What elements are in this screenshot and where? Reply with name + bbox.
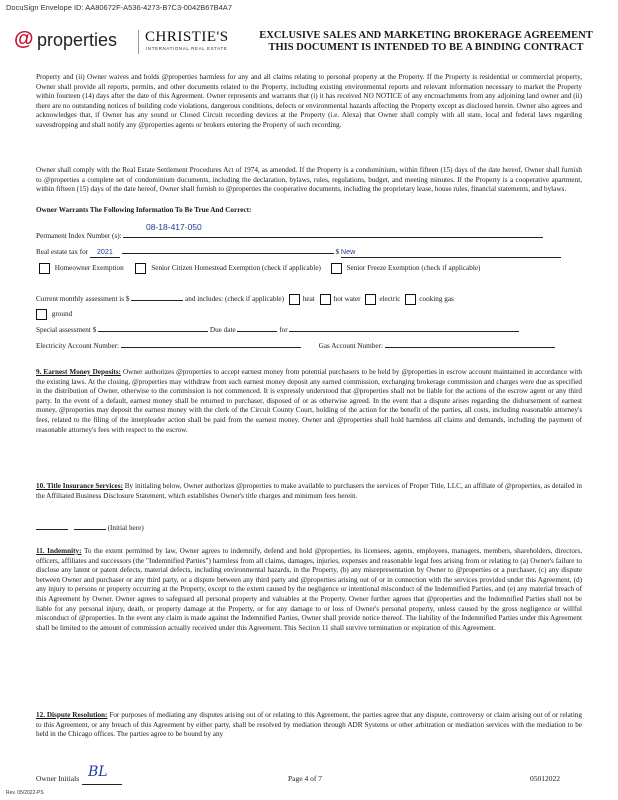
footer-date: 05012022 <box>530 774 560 783</box>
due-date-label: Due date <box>209 326 236 334</box>
heat-checkbox[interactable] <box>289 294 300 305</box>
assessment-includes: and includes: (check if applicable) <box>185 295 285 304</box>
assessment-amount-field[interactable] <box>131 300 183 301</box>
section-dispute-resolution <box>36 711 582 740</box>
revision-code: Rev. 05/2022-PS <box>6 790 44 796</box>
page-number: Page 4 of 7 <box>288 774 322 783</box>
christies-subtitle: INTERNATIONAL REAL ESTATE <box>146 46 228 51</box>
ground-label: ground <box>51 310 73 319</box>
section-9-text: Owner authorizes @properties to accept earnest money from potential purchasers to be held by @properties in escrow account maintained in accordance with the existing laws. At the closing, @properties may withdraw from such earnest money deposit any earned commission, exchanging brokerage commission and charges were due as specified in the distribution of Owner, otherwise to the commission is not commenced. It is expressly understood that @properties shall not be liable for the actions of the escrow agent or any third party. In the event of a default, earnest money shall be returned to purchaser, disposed of or as otherwise agreed. In the event that a dispute arises regarding the disbursement of earnest money, @properties may deposit the earnest money with the clerk of the Circuit County Court, holding of the action for the benefit of the parties, all costs, including reasonable attorney's fees, related to the filing of the interpleader action shall be paid from the earnest money. Owner and @properties shall hold harmless all claims and demands, including the payment of reasonable attorney's fees with respect to the escrow. <box>36 368 582 434</box>
electric-checkbox[interactable] <box>365 294 376 305</box>
paragraph-respa: Owner shall comply with the Real Estate Settlement Procedures Act of 1974, as amended. If the Property is a condominium, within fifteen (15) days of the date hereof, Owner shall furnish to @properties a complete set of condominium documents, including the declaration, bylaws, rules, regulations, budget, and meeting minutes. If the Property is a cooperative apartment, within fifteen (15) days of the date hereof, Owner shall furnish to @properties the cooperative documents, including the proprietary lease, house rules, financial statements, and bylaws. <box>36 166 582 194</box>
section-earnest-money <box>36 368 582 435</box>
special-assessment-field[interactable] <box>98 331 208 332</box>
hot-water-label: hot water <box>333 295 361 304</box>
special-assessment-label: Special assessment $ <box>36 326 97 334</box>
section-12-text: For purposes of mediating any disputes arising out of or relating to this Agreement, the parties agree that any dispute, controversy or claim arising out of or relating to this Agreement, or any breach of this Agreement by either party, shall be resolved by mediation through ADR Systems or other arbitration or mediation services with the mediation to be held in the Chicago offices. The parties agree to be bound by any <box>36 711 583 739</box>
section-indemnity <box>36 547 582 633</box>
senior-freeze-checkbox[interactable] <box>331 263 342 274</box>
gas-account-label: Gas Account Number: <box>318 342 383 350</box>
utility-accounts-row <box>36 342 582 352</box>
assessment-label: Current monthly assessment is $ <box>36 295 130 304</box>
pin-field[interactable] <box>123 237 543 238</box>
docusign-envelope-id: DocuSign Envelope ID: AA80672F-A536-4273-B7C3-0042B67B4A7 <box>6 3 232 12</box>
gas-account-field[interactable] <box>385 347 555 348</box>
per-label: for <box>279 326 288 334</box>
section-title-insurance <box>36 482 582 501</box>
section-10-initial-1[interactable] <box>36 529 68 530</box>
electric-label: electric <box>379 295 401 304</box>
document-header <box>14 26 604 60</box>
electricity-account-label: Electricity Account Number: <box>36 342 120 350</box>
taxes-year-field[interactable]: 2021 <box>90 247 120 258</box>
taxes-row <box>36 247 582 258</box>
hot-water-checkbox[interactable] <box>320 294 331 305</box>
owner-initials-label: Owner Initials <box>36 774 80 783</box>
ground-row <box>36 309 582 320</box>
agreement-title <box>250 30 602 54</box>
taxes-dollar: $ <box>335 248 340 256</box>
paragraph-property-condition: Property and (ii) Owner waives and holds @properties harmless for any and all claims relating to personal property at the Property. If the Property is residential or commercial property, Owner shall provide all reports, permits, and other documents related to the Property, including existing environmental reports and relevant information necessary to market the Property within fourteen (14) days after the date of this Agreement. Owner represents and warrants that (i) it has received NO NOTICE of any encroachments from any adjoining land owner and (ii) there are no outstanding notices of building code violations, dangerous conditions, defects or environmental hazards affecting the Property except as disclosed herein. Owner also agrees and acknowledges that, if Owner has any sound or Closed Circuit recording devices at the Property (i.e. Alexa) that Owner shall comply with all state, local and federal laws regarding eavesdropping and shall notify any @properties agents or brokers entering the Property of such recording. <box>36 73 582 129</box>
section-11-text: To the extent permitted by law, Owner agrees to indemnify, defend and hold @properties, its licensees, agents, employees, managers, members, shareholders, directors, officers, affiliates and successors (the "Indemnified Parties") harmless from all claims, damages, injuries, expenses and reasonable legal fees arising from or relating to (a) Owner's failure to disclose any latent or patent defects, material defects, including environmental hazards, in the Property, (b) any misrepresentation by Owner to @properties or a purchaser, (c) any dispute between Owner and purchaser or any third party, or a dispute between any third party and @properties arising out of or in connection with the services provided under this Agreement, (d) any injury to persons or property occurring at the Property, except to the extent caused by the negligence or intentional misconduct of the Indemnified Parties, and (e) any material breach of this Agreement by Owner. Owner agrees to safeguard all personal property and valuables at the Property. Owner further agrees that @properties and the Indemnified Parties shall not be liable for any personal injury, death, or property damage at the Property, or for any damage to or loss of Owner's personal property, unless caused by the gross negligence or willful misconduct of @properties. In the event any claim is made against the Indemnified Parties, Owner shall provide notice thereof. The liability of the Indemnified Parties under this Agreement shall be limited to the amount of commission actually received under this Agreement. This Section 11 shall survive termination or expiration of this Agreement. <box>36 547 582 632</box>
agreement-title-line1: EXCLUSIVE SALES AND MARKETING BROKERAGE AGREEMENT <box>259 30 593 41</box>
warrants-heading: Owner Warrants The Following Information To Be True And Correct: <box>36 206 252 214</box>
taxes-label: Real estate tax for <box>36 248 89 256</box>
special-assessment-row <box>36 326 582 336</box>
section-10-heading: 10. Title Insurance Services: <box>36 482 123 490</box>
christies-logo: CHRISTIE'S <box>145 29 229 45</box>
senior-freeze-label: Senior Freeze Exemption (check if applicable) <box>346 264 481 273</box>
section-10-initials-row <box>36 524 582 534</box>
pin-row <box>36 232 582 242</box>
section-10-initial-2[interactable] <box>74 529 106 530</box>
senior-exemption-label: Senior Citizen Homestead Exemption (check if applicable) <box>151 264 321 273</box>
per-field[interactable] <box>289 331 519 332</box>
exemptions-row <box>36 263 582 274</box>
pin-label: Permanent Index Number (s): <box>36 232 122 240</box>
assessment-row <box>36 294 582 305</box>
properties-logo-word: properties <box>37 30 118 50</box>
homeowner-exemption-label: Homeowner Exemption <box>54 264 124 273</box>
section-12-heading: 12. Dispute Resolution: <box>36 711 108 719</box>
logo-divider <box>138 30 139 54</box>
cooking-gas-checkbox[interactable] <box>405 294 416 305</box>
section-11-heading: 11. Indemnity: <box>36 547 82 555</box>
ground-checkbox[interactable] <box>36 309 47 320</box>
section-10-text: By initialing below, Owner authorizes @properties to make available to purchasers the services of Proper Title, LLC, an affiliate of @properties, as detailed in the Affiliated Business Disclosure Statement, which establishes Owner's title charges and minimum fees herein. <box>36 482 583 500</box>
electricity-account-field[interactable] <box>121 347 301 348</box>
page-footer <box>36 764 582 790</box>
heat-label: heat <box>302 295 315 304</box>
properties-logo-at: @ <box>14 28 34 50</box>
senior-exemption-checkbox[interactable] <box>135 263 146 274</box>
section-10-initial-label: (Initial here) <box>107 524 144 532</box>
section-9-heading: 9. Earnest Money Deposits: <box>36 368 121 376</box>
homeowner-exemption-checkbox[interactable] <box>39 263 50 274</box>
owner-initials-signature: BL <box>88 764 108 780</box>
pin-value: 08-18-417-050 <box>146 222 202 232</box>
cooking-gas-label: cooking gas <box>419 295 454 304</box>
agreement-title-line2: THIS DOCUMENT IS INTENDED TO BE A BINDING CONTRACT <box>268 42 584 53</box>
due-date-field[interactable] <box>237 331 277 332</box>
taxes-blank-field[interactable] <box>122 253 334 254</box>
taxes-amount-field[interactable]: New <box>341 247 561 258</box>
